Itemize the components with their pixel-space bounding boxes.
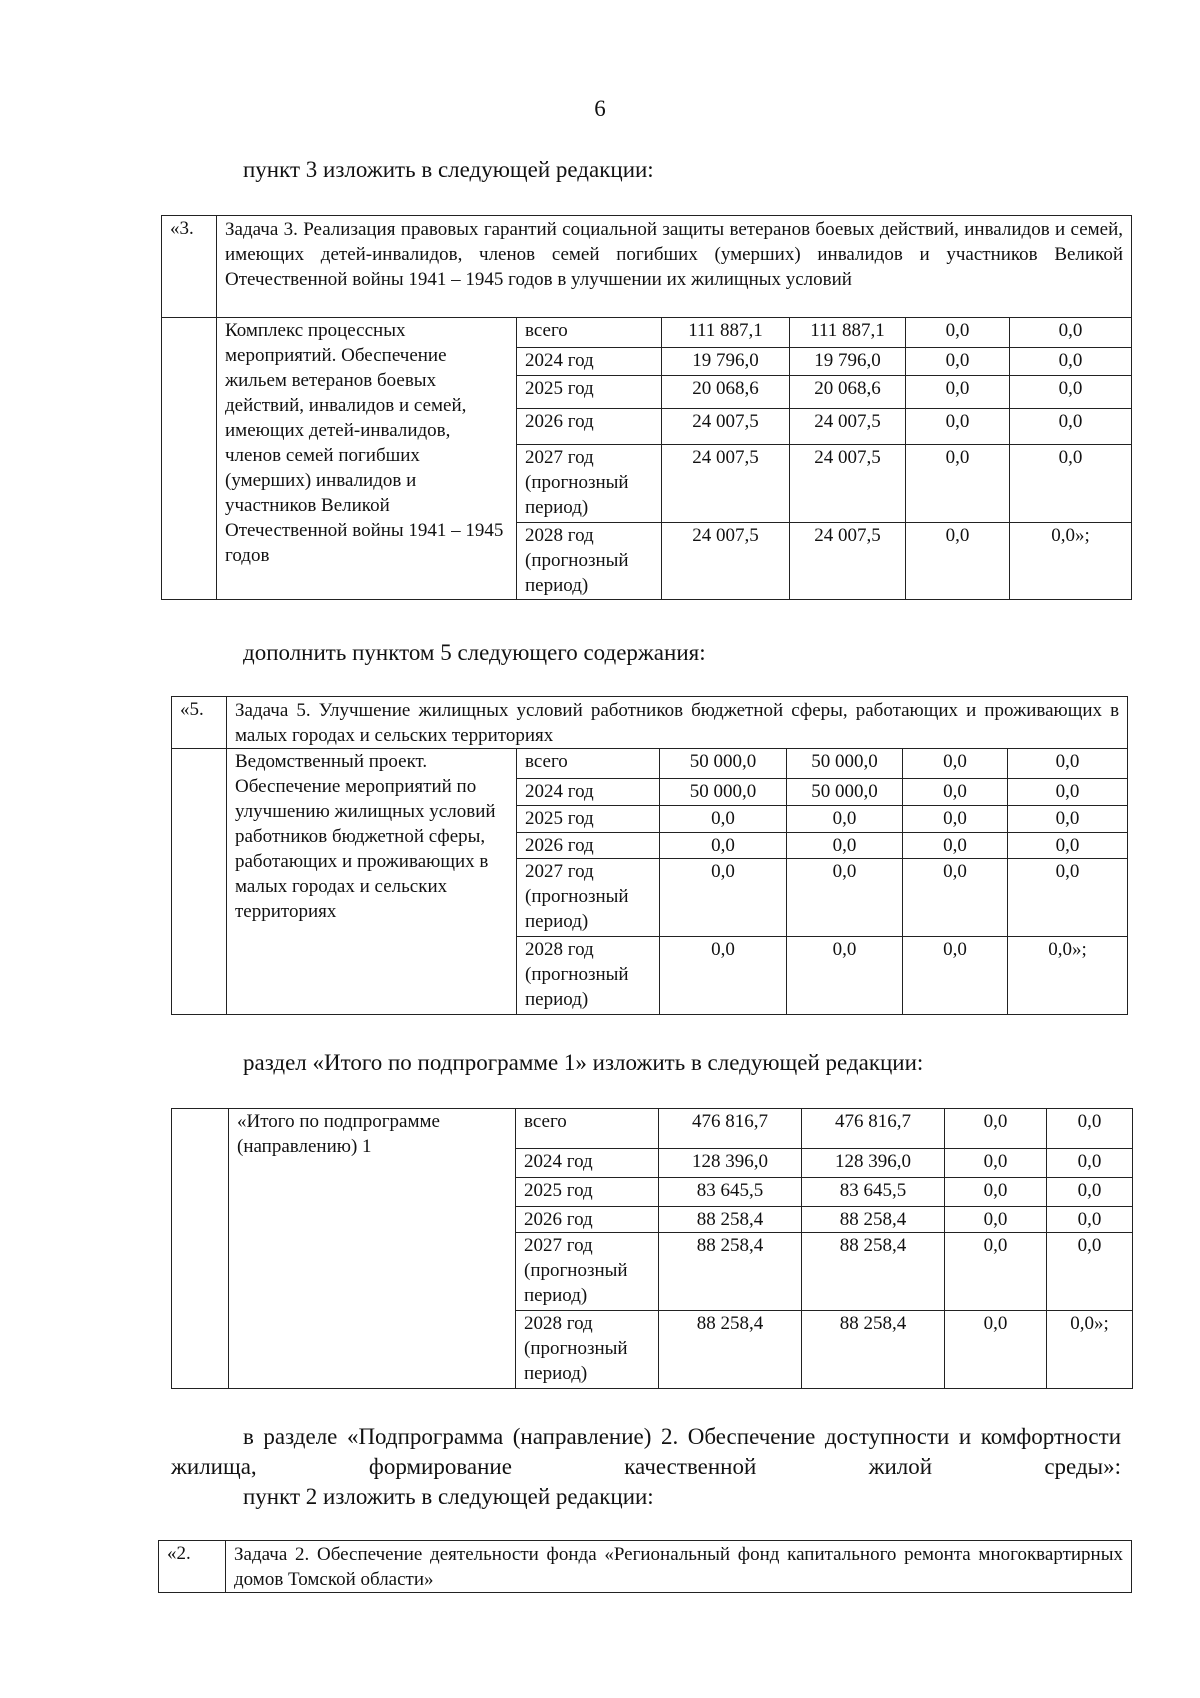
period-cell: 2025 год [517,376,662,409]
value-cell: 50 000,0 [660,749,787,779]
value-cell: 0,0 [945,1178,1047,1207]
value-cell: 0,0 [1047,1149,1133,1178]
table-task-3 [161,215,1132,600]
value-cell: 88 258,4 [659,1207,802,1233]
value-cell: 0,0 [903,937,1008,1015]
period-cell: всего [516,1109,659,1149]
task-title: Задача 3. Реализация правовых гарантий социальной защиты ветеранов боевых действий, инвалидов и семей, имеющих детей-инвалидов, членов семей погибших (умерших) инвалидов и участников Великой Отечественной войны 1941 – 1945 годов в улучшении их жилищных условий [217,216,1132,318]
period-cell: 2028 год (прогнозный период) [517,937,660,1015]
value-cell: 0,0 [906,409,1010,445]
paragraph-4-text: в разделе «Подпрограмма (направление) 2. Обеспечение доступности и комфортности жилища, формирование качественной жилой среды»: [171,1424,1121,1479]
value-cell: 0,0 [1008,749,1128,779]
value-cell: 0,0 [945,1311,1047,1389]
value-cell: 0,0 [906,318,1010,348]
value-cell: 0,0 [660,859,787,937]
value-cell: 50 000,0 [660,779,787,806]
value-cell: 0,0 [903,859,1008,937]
measure-name: Комплекс процессных мероприятий. Обеспечение жильем ветеранов боевых действий, инвалидов и семей, имеющих детей-инвалидов, членов семей погибших (умерших) инвалидов и участников Великой Отечественной войны 1941 – 1945 годов [217,318,517,600]
value-cell: 88 258,4 [802,1233,945,1311]
value-cell: 0,0 [1047,1109,1133,1149]
empty-cell [172,749,227,1015]
value-cell: 0,0 [906,348,1010,376]
value-cell: 83 645,5 [659,1178,802,1207]
value-cell: 88 258,4 [802,1311,945,1389]
value-cell: 0,0 [903,806,1008,833]
period-cell: всего [517,318,662,348]
period-cell: 2027 год (прогнозный период) [517,859,660,937]
value-cell: 0,0 [1010,409,1132,445]
value-cell: 20 068,6 [790,376,906,409]
value-cell: 0,0 [1010,318,1132,348]
table-task-5 [171,696,1128,1015]
task-title: Задача 5. Улучшение жилищных условий работников бюджетной сферы, работающих и проживающих в малых городах и сельских территориях [227,697,1128,749]
table-task-2 [158,1540,1132,1593]
instruction-paragraph-1: пункт 3 изложить в следующей редакции: [243,157,654,182]
value-cell: 476 816,7 [659,1109,802,1149]
value-cell: 83 645,5 [802,1178,945,1207]
value-cell: 50 000,0 [787,749,903,779]
empty-cell [172,1109,229,1389]
value-cell: 111 887,1 [662,318,790,348]
value-cell: 0,0 [787,833,903,859]
value-cell: 0,0 [660,806,787,833]
measure-name: Ведомственный проект. Обеспечение мероприятий по улучшению жилищных условий работников бюджетной сферы, работающих и проживающих в малых городах и сельских территориях [227,749,517,1015]
value-cell: 0,0»; [1047,1311,1133,1389]
period-cell: 2027 год (прогнозный период) [516,1233,659,1311]
value-cell: 0,0 [787,859,903,937]
value-cell: 128 396,0 [802,1149,945,1178]
value-cell: 0,0 [945,1149,1047,1178]
period-cell: 2028 год (прогнозный период) [517,523,662,600]
value-cell: 19 796,0 [662,348,790,376]
value-cell: 0,0 [945,1207,1047,1233]
value-cell: 88 258,4 [659,1233,802,1311]
value-cell: 111 887,1 [790,318,906,348]
value-cell: 88 258,4 [659,1311,802,1389]
instruction-paragraph-2: дополнить пунктом 5 следующего содержания: [243,640,706,665]
row-marker: «2. [159,1541,226,1593]
period-cell: 2024 год [517,348,662,376]
page-number: 6 [594,96,606,121]
period-cell: 2024 год [517,779,660,806]
period-cell: 2025 год [516,1178,659,1207]
value-cell: 20 068,6 [662,376,790,409]
value-cell: 24 007,5 [662,445,790,523]
value-cell: 24 007,5 [662,409,790,445]
value-cell: 24 007,5 [790,409,906,445]
value-cell: 0,0 [906,523,1010,600]
value-cell: 0,0 [660,833,787,859]
value-cell: 0,0 [906,445,1010,523]
value-cell: 24 007,5 [662,523,790,600]
value-cell: 0,0»; [1008,937,1128,1015]
value-cell: 24 007,5 [790,445,906,523]
value-cell: 0,0 [945,1109,1047,1149]
value-cell: 0,0 [903,779,1008,806]
value-cell: 0,0 [903,833,1008,859]
value-cell: 0,0 [1047,1233,1133,1311]
value-cell: 476 816,7 [802,1109,945,1149]
value-cell: 0,0 [1047,1207,1133,1233]
empty-cell [162,318,217,600]
instruction-paragraph-3: раздел «Итого по подпрограмме 1» изложить в следующей редакции: [243,1050,924,1075]
period-cell: 2028 год (прогнозный период) [516,1311,659,1389]
instruction-paragraph-4 [171,1422,1121,1482]
value-cell: 0,0 [1010,376,1132,409]
period-cell: 2026 год [516,1207,659,1233]
value-cell: 128 396,0 [659,1149,802,1178]
row-marker: «3. [162,216,217,318]
period-cell: 2027 год (прогнозный период) [517,445,662,523]
value-cell: 0,0 [1008,806,1128,833]
total-name: «Итого по подпрограмме (направлению) 1 [229,1109,516,1389]
period-cell: 2024 год [516,1149,659,1178]
value-cell: 0,0 [660,937,787,1015]
period-cell: 2026 год [517,409,662,445]
period-cell: всего [517,749,660,779]
value-cell: 19 796,0 [790,348,906,376]
period-cell: 2026 год [517,833,660,859]
value-cell: 0,0 [903,749,1008,779]
period-cell: 2025 год [517,806,660,833]
value-cell: 0,0 [1010,445,1132,523]
value-cell: 0,0 [1008,859,1128,937]
value-cell: 0,0 [787,806,903,833]
value-cell: 50 000,0 [787,779,903,806]
row-marker: «5. [172,697,227,749]
value-cell: 0,0 [945,1233,1047,1311]
value-cell: 0,0 [1047,1178,1133,1207]
value-cell: 88 258,4 [802,1207,945,1233]
instruction-paragraph-5: пункт 2 изложить в следующей редакции: [243,1484,654,1509]
table-total-subprogram-1 [171,1108,1133,1389]
value-cell: 0,0»; [1010,523,1132,600]
value-cell: 0,0 [1008,833,1128,859]
value-cell: 0,0 [1010,348,1132,376]
value-cell: 0,0 [1008,779,1128,806]
value-cell: 0,0 [787,937,903,1015]
task-title: Задача 2. Обеспечение деятельности фонда «Региональный фонд капитального ремонта многоквартирных домов Томской области» [226,1541,1132,1593]
value-cell: 24 007,5 [790,523,906,600]
value-cell: 0,0 [906,376,1010,409]
